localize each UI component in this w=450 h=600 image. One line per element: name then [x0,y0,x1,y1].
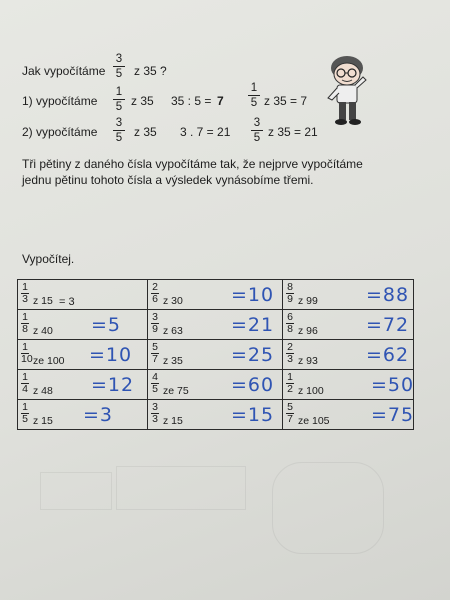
exercise-cell [18,370,148,400]
question-fraction: $\frac{3}{5}$ [113,53,125,80]
step1-calculation-result: 7 [217,94,224,108]
handwritten-answer: =15 [231,404,275,426]
exercise-cell [18,340,148,370]
cell-fraction: 1 8 [22,311,28,335]
cell-expression: z 15 [33,295,53,307]
cell-expression: z 93 [298,355,318,367]
cell-expression: z 15 [33,415,53,427]
cell-expression: z 30 [163,295,183,307]
exercise-cell [283,370,414,400]
exercise-cell [18,400,148,430]
table-row [18,310,414,340]
printed-answer: = 3 [59,296,75,308]
question-prefix: Jak vypočítáme [22,64,106,78]
cell-fraction: 3 9 [152,311,158,335]
handwritten-answer: =25 [231,344,275,366]
cell-fraction: 3 3 [152,401,158,425]
handwritten-answer: =3 [83,404,114,426]
showthrough-shape [272,462,384,554]
step2-result-fraction: $\frac{3}{5}$ [251,117,263,144]
cell-expression: z 99 [298,295,318,307]
cell-expression: z 96 [298,325,318,337]
cell-expression: z 100 [298,385,324,397]
cell-expression: z 35 [163,355,183,367]
showthrough-shape [116,466,246,510]
cell-fraction: 1 10 [21,341,33,365]
cell-fraction: 2 6 [152,281,158,305]
step2-result-expression: z 35 = 21 [268,125,318,139]
cell-fraction: 4 5 [152,371,158,395]
step1-expression: z 35 [131,94,154,108]
exercise-cell [18,310,148,340]
handwritten-answer: =10 [231,284,275,306]
cell-fraction: 2 3 [287,341,293,365]
handwritten-answer: =62 [366,344,410,366]
cell-fraction: 1 3 [22,281,28,305]
exercise-cell [283,310,414,340]
cell-expression: z 40 [33,325,53,337]
table-row [18,400,414,430]
exercise-cell [148,280,283,310]
table-row [18,370,414,400]
cell-expression: ze 100 [33,355,65,367]
step1-label: 1) vypočítáme [22,94,98,108]
handwritten-answer: =5 [91,314,122,336]
exercise-table [17,279,414,430]
step2-label: 2) vypočítáme [22,125,98,139]
exercise-cell [148,340,283,370]
step1-result-expression: z 35 = 7 [264,94,308,108]
cell-fraction: 5 7 [152,341,158,365]
handwritten-answer: =88 [366,284,410,306]
cell-fraction: 1 2 [287,371,293,395]
cell-fraction: 1 5 [22,401,28,425]
cell-fraction: 8 9 [287,281,293,305]
step1-result-fraction: $\frac{1}{5}$ [248,82,260,109]
step1-calculation: 35 : 5 = [171,94,212,108]
handwritten-answer: =10 [89,344,133,366]
exercise-title: Vypočítej. [22,252,75,266]
table-row [18,340,414,370]
handwritten-answer: =21 [231,314,275,336]
cell-fraction: 6 8 [287,311,293,335]
exercise-cell [283,400,414,430]
cell-fraction: 1 4 [22,371,28,395]
exercise-cell [283,280,414,310]
step2-expression: z 35 [134,125,157,139]
question-suffix: z 35 ? [134,64,167,78]
cell-expression: ze 105 [298,415,330,427]
showthrough-shape [40,472,112,510]
cell-fraction: 5 7 [287,401,293,425]
boy-mascot-illustration [322,52,374,128]
handwritten-answer: =60 [231,374,275,396]
handwritten-answer: =72 [366,314,410,336]
step1-fraction: $\frac{1}{5}$ [113,86,125,113]
cell-expression: z 48 [33,385,53,397]
exercise-cell [148,310,283,340]
step2-fraction: $\frac{3}{5}$ [113,117,125,144]
handwritten-answer: =75 [371,404,415,426]
rule-text-line2: jednu pětinu tohoto čísla a výsledek vynásobíme třemi. [22,173,314,187]
handwritten-answer: =12 [91,374,135,396]
rule-text-line1: Tři pětiny z daného čísla vypočítáme tak, že nejprve vypočítáme [22,157,363,171]
exercise-cell [148,370,283,400]
table-row [18,280,414,310]
exercise-cell [18,280,148,310]
exercise-cell [283,340,414,370]
cell-expression: z 15 [163,415,183,427]
cell-expression: ze 75 [163,385,189,397]
exercise-cell [148,400,283,430]
cell-expression: z 63 [163,325,183,337]
handwritten-answer: =50 [371,374,415,396]
step2-calculation: 3 . 7 = 21 [180,125,231,139]
